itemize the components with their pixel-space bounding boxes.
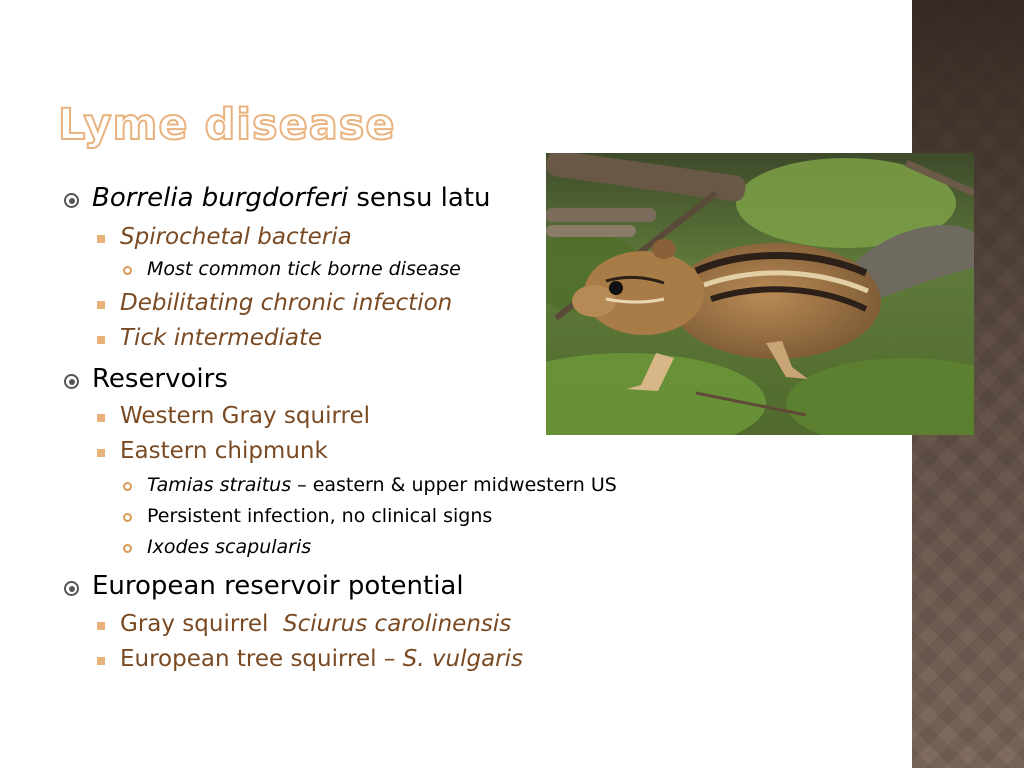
circle-dot-bullet-icon [64,581,79,596]
bullet-text: Reservoirs [92,364,228,394]
bullet-text: Gray squirrel [120,611,284,637]
bullet-level1 [92,185,491,211]
bullet-level1 [92,573,464,599]
bullet-level3 [147,538,311,557]
bullet-level1 [92,366,228,392]
square-bullet-icon [97,301,105,309]
bullet-text: Debilitating chronic infection [120,290,453,316]
square-bullet-icon [97,622,105,630]
bullet-level2 [120,292,452,315]
bullet-level2 [120,613,511,636]
bullet-level2 [120,440,328,463]
bullet-text: European tree squirrel – [120,646,403,672]
ring-bullet-icon [123,544,132,553]
bullet-level2 [120,648,523,671]
chipmunk-photo [546,153,974,435]
bullet-level3 [147,260,461,279]
square-bullet-icon [97,657,105,665]
ring-bullet-icon [123,513,132,522]
bullet-text: Spirochetal bacteria [120,224,352,250]
circle-dot-bullet-icon [64,193,79,208]
bullet-level2 [120,405,370,428]
square-bullet-icon [97,336,105,344]
square-bullet-icon [97,414,105,422]
bullet-text: Persistent infection, no clinical signs [147,505,493,527]
bullet-level3 [147,507,492,526]
bullet-text: Most common tick borne disease [147,258,461,280]
bullet-text: Sciurus carolinensis [283,611,512,637]
bullet-text: S. vulgaris [402,646,523,672]
slide-title: Lyme disease [58,100,396,150]
square-bullet-icon [97,235,105,243]
bullet-text: Eastern chipmunk [120,438,328,464]
bullet-text: Tick intermediate [120,325,323,351]
bullet-level2 [120,327,322,350]
bullet-text: European reservoir potential [92,571,464,601]
bullet-text: – eastern & upper midwestern US [291,474,617,496]
bullet-text: Tamias straitus [147,474,292,496]
bullet-text: Western Gray squirrel [120,403,371,429]
bullet-text: Borrelia burgdorferi [92,183,349,213]
bullet-level3 [147,476,617,495]
bullet-text: Ixodes scapularis [147,536,312,558]
square-bullet-icon [97,449,105,457]
bullet-level2 [120,226,352,249]
ring-bullet-icon [123,266,132,275]
ring-bullet-icon [123,482,132,491]
circle-dot-bullet-icon [64,374,79,389]
bullet-text: sensu latu [348,183,491,213]
